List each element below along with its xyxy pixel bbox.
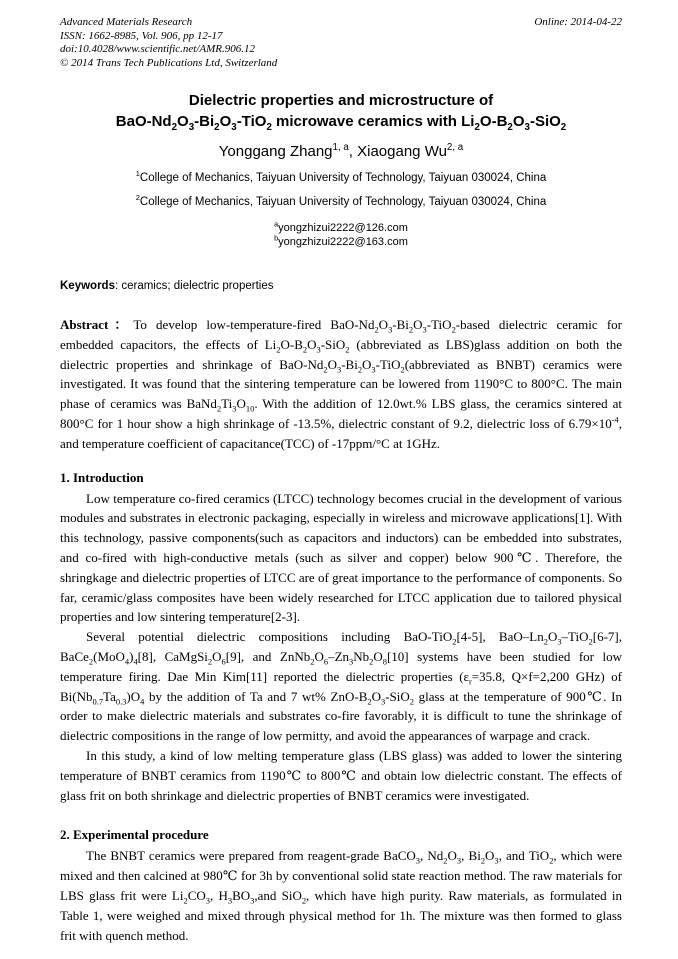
abstract-label: Abstract： bbox=[60, 317, 134, 332]
paper-title bbox=[60, 90, 622, 132]
paragraph: In this study, a kind of low melting temperature glass (LBS glass) was added to lower the sintering temperature of BNBT ceramics from 1190℃ to 800℃ and obtain low dielectric constant. The effects of glass frit on both shrinkage and dielectric properties of BNBT ceramics were investigated. bbox=[60, 747, 622, 803]
affiliation-2: $^2$College of Mechanics, Taiyuan University of Technology, Taiyuan 030024, China bbox=[135, 193, 547, 208]
paper-title-line1: Dielectric properties and microstructure of bbox=[188, 92, 494, 109]
journal-header bbox=[60, 16, 622, 70]
email-b: $^b$yongzhizui2222@163.com bbox=[274, 234, 408, 248]
doi-line: doi:10.4028/www.scientific.net/AMR.906.12 bbox=[60, 43, 256, 55]
paragraph: The BNBT ceramics were prepared from reagent-grade BaCO$_3$, $Nd_2O_3$, $Bi_2O_3$, and TiO$_2$, which were mixed and then calcined at 980℃ for 3h by conventional solid state reaction method. The raw materials for LBS glass frit were $Li_2CO_3$, $H_3BO_3,and$ SiO$_2$, which have high purity. Raw materials, as formulated in Table 1, were weighed and mixed through physical method for 1h. The mixture was then formed to glass frit with quench method. bbox=[60, 848, 622, 943]
journal-header-left bbox=[60, 16, 277, 70]
paragraph: Several potential dielectric compositions including BaO-TiO$_2$[4-5], BaO–$Ln_2O_3-TiO_2[6-7]$, $BaCe_2(MoO_4)_4[8]$, $CaMgSi_2O_6[9]$, and $ZnNb_2O_6-Zn_3Nb_2O_8[10]$ systems have been studied for low temperature firing. Dae Min Kim[11] reported the dielectric properties ($\varepsilon_r=35.8$, Q×f=2,200 GHz) of $Bi(Nb_{0.7}Ta_{0.3})O_4$ by the addition of Ta and 7 wt% ZnO-$B_2O_3-SiO_2$ glass at the temperature of 900℃. In order to make dielectric materials and substrates co-fire favorably, it is difficult to tune the shrinkage of dielectric compositions in the range of low permitty, and avoid the appearances of warpage and crack. bbox=[60, 629, 623, 744]
keywords-line bbox=[60, 279, 622, 293]
abstract-text: To develop low-temperature-fired BaO-$Nd_2O_3-Bi_2O_3-TiO_2$-based dielectric ceramic for embedded capacitors, the effects of $Li_2O-B_2O_3-SiO_2$ (abbreviated as LBS)glass addition on both the dielectric properties and shrinkage of BaO-$Nd_2O_3-Bi_2O_3-TiO_2(abbreviated$ as BNBT) ceramics were investigated. It was found that the sintering temperature can be lowered from 1190°C to 800°C. The main phase of ceramics was $BaNd_2Ti_3O_{10}$. With the addition of 12.0wt.% LBS glass, the ceramics sintered at 800°C for 1 hour show a high shrinkage of -13.5%, dielectric constant of 9.2, dielectric loss of $6.79\times 10^{-4}$, and temperature coefficient of capacitance(TCC) of -17ppm/°C at 1GHz. bbox=[60, 317, 622, 451]
paper-title-line2: BaO-$Nd_2O_3-Bi_2O_3-TiO_2$ microwave ceramics with $Li_2O-B_2O_3-SiO_2$ bbox=[115, 113, 567, 133]
section-experimental bbox=[60, 846, 622, 945]
author-emails bbox=[60, 221, 622, 249]
keywords-text: : ceramics; dielectric properties bbox=[114, 280, 274, 292]
abstract bbox=[60, 315, 622, 454]
issn-line: ISSN: 1662-8985, Vol. 906, pp 12-17 bbox=[60, 29, 223, 42]
journal-name: Advanced Materials Research bbox=[60, 16, 193, 28]
email-a: $^a$yongzhizui2222@126.com bbox=[274, 220, 408, 234]
copyright-line: © 2014 Trans Tech Publications Ltd, Switzerland bbox=[60, 56, 278, 69]
keywords-label: Keywords bbox=[60, 280, 115, 292]
section-heading-introduction: 1. Introduction bbox=[60, 469, 144, 485]
section-heading-experimental: 2. Experimental procedure bbox=[60, 827, 209, 843]
paragraph: Low temperature co-fired ceramics (LTCC) technology becomes crucial in the development of various modules and substrates in electronic packaging, especially in wireless and microwave applications[1]. With this technology, passive components(such as capacitors and inductors) can be embedded into substrates, and co-fired with high-conductive metals (such as silver and copper) below 900℃. Therefore, the shringkage and dielectric properties of LTCC are of great importance to the performance of components. So far, ceramic/glass composites have been widely researched for LTCC application due to tailored physical properties and low sintering temperature[2-3]. bbox=[60, 490, 622, 625]
authors-line: Yonggang Zhang$^{1, a}$, Xiaogang Wu$^{2, a}$ bbox=[218, 142, 464, 160]
online-date: Online: 2014-04-22 bbox=[534, 16, 622, 28]
affiliation-1: $^1$College of Mechanics, Taiyuan University of Technology, Taiyuan 030024, China bbox=[135, 169, 547, 184]
section-introduction bbox=[60, 489, 622, 806]
